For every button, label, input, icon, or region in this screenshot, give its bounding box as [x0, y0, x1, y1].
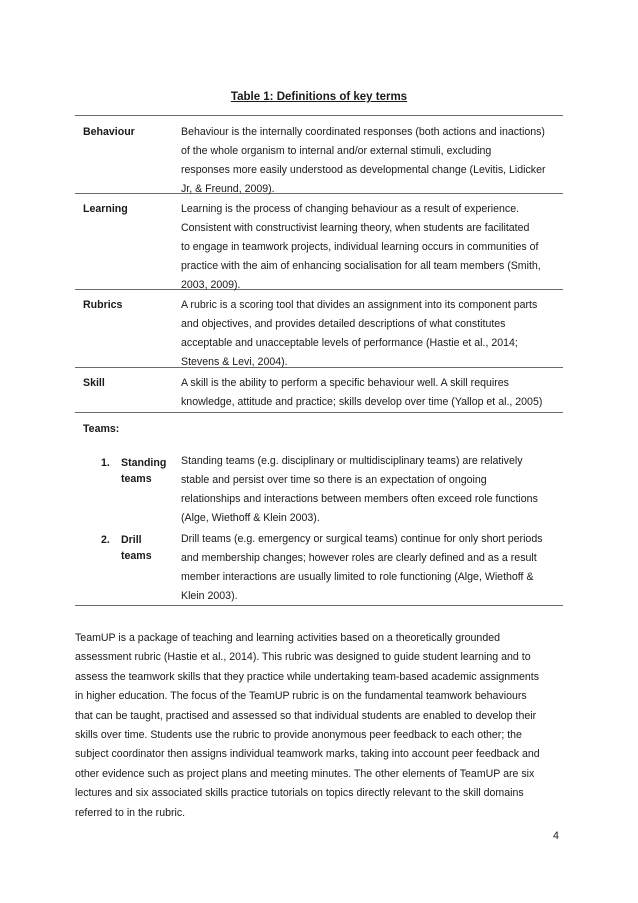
- teams-item-number: 2.: [101, 534, 110, 546]
- definition-drill-teams: Drill teams (e.g. emergency or surgical teams) continue for only short periods and membership changes; however roles are clearly defined and as a result member interactions are usually limited to role functioning (Alge, Wiethoff & Klein 2003).: [181, 533, 543, 602]
- table-top-rule: [75, 115, 563, 116]
- definition-rubrics: A rubric is a scoring tool that divides an assignment into its component parts and objectives, and provides detailed descriptions of what constitutes acceptable and unacceptable levels of performance (Hastie et al., 2014; Stevens & Levi, 2004).: [181, 299, 538, 368]
- definition-learning: Learning is the process of changing behaviour as a result of experience. Consistent with constructivist learning theory, when students are facilitated to engage in teamwork projects, individual learning occurs in communities of practice with the aim of enhancing socialisation for all team members (Smith, 2003, 2009).: [181, 203, 541, 291]
- term-skill: Skill: [83, 377, 105, 389]
- definition-behaviour: Behaviour is the internally coordinated responses (both actions and inactions) of the whole organism to internal and/or external stimuli, excluding responses more easily understood as developmental change (Levitis, Lidicker Jr, & Freund, 2009).: [181, 126, 546, 195]
- term-standing-teams: Standing teams: [121, 457, 167, 485]
- table-title: Table 1: Definitions of key terms: [230, 91, 408, 103]
- definition-skill: A skill is the ability to perform a specific behaviour well. A skill requires knowledge, attitude and practice; skills develop over time (Yallop et al., 2005): [181, 377, 543, 408]
- row-divider: [75, 412, 563, 413]
- term-rubrics: Rubrics: [83, 299, 123, 311]
- term-learning: Learning: [83, 203, 128, 215]
- teams-heading: Teams:: [83, 423, 120, 435]
- definition-standing-teams: Standing teams (e.g. disciplinary or multidisciplinary teams) are relatively stable and persist over time so there is an expectation of ongoing relationships and interactions between members often exceed role functions (Alge, Wiethoff & Klein 2003).: [181, 455, 538, 524]
- term-behaviour: Behaviour: [83, 126, 135, 138]
- term-drill-teams: Drill teams: [121, 534, 152, 562]
- teams-item-number: 1.: [101, 457, 110, 469]
- body-paragraph: TeamUP is a package of teaching and learning activities based on a theoretically grounded assessment rubric (Hastie et al., 2014). This rubric was designed to guide student learning and to assess the teamwork skills that they practice while undertaking team-based academic assignments in higher education. The focus of the TeamUP rubric is on the fundamental teamwork behaviours that can be taught, practised and assessed so that individual students are enabled to develop their skills over time. Students use the rubric to provide anonymous peer feedback to each other; the subject coordinator then assigns individual teamwork marks, taking into account peer feedback and other evidence such as project plans and meeting minutes. The other elements of TeamUP are six lectures and six associated skills practice tutorials on topics directly relevant to the skill domains referred to in the rubric.: [75, 632, 540, 819]
- page-number: 4: [553, 830, 559, 842]
